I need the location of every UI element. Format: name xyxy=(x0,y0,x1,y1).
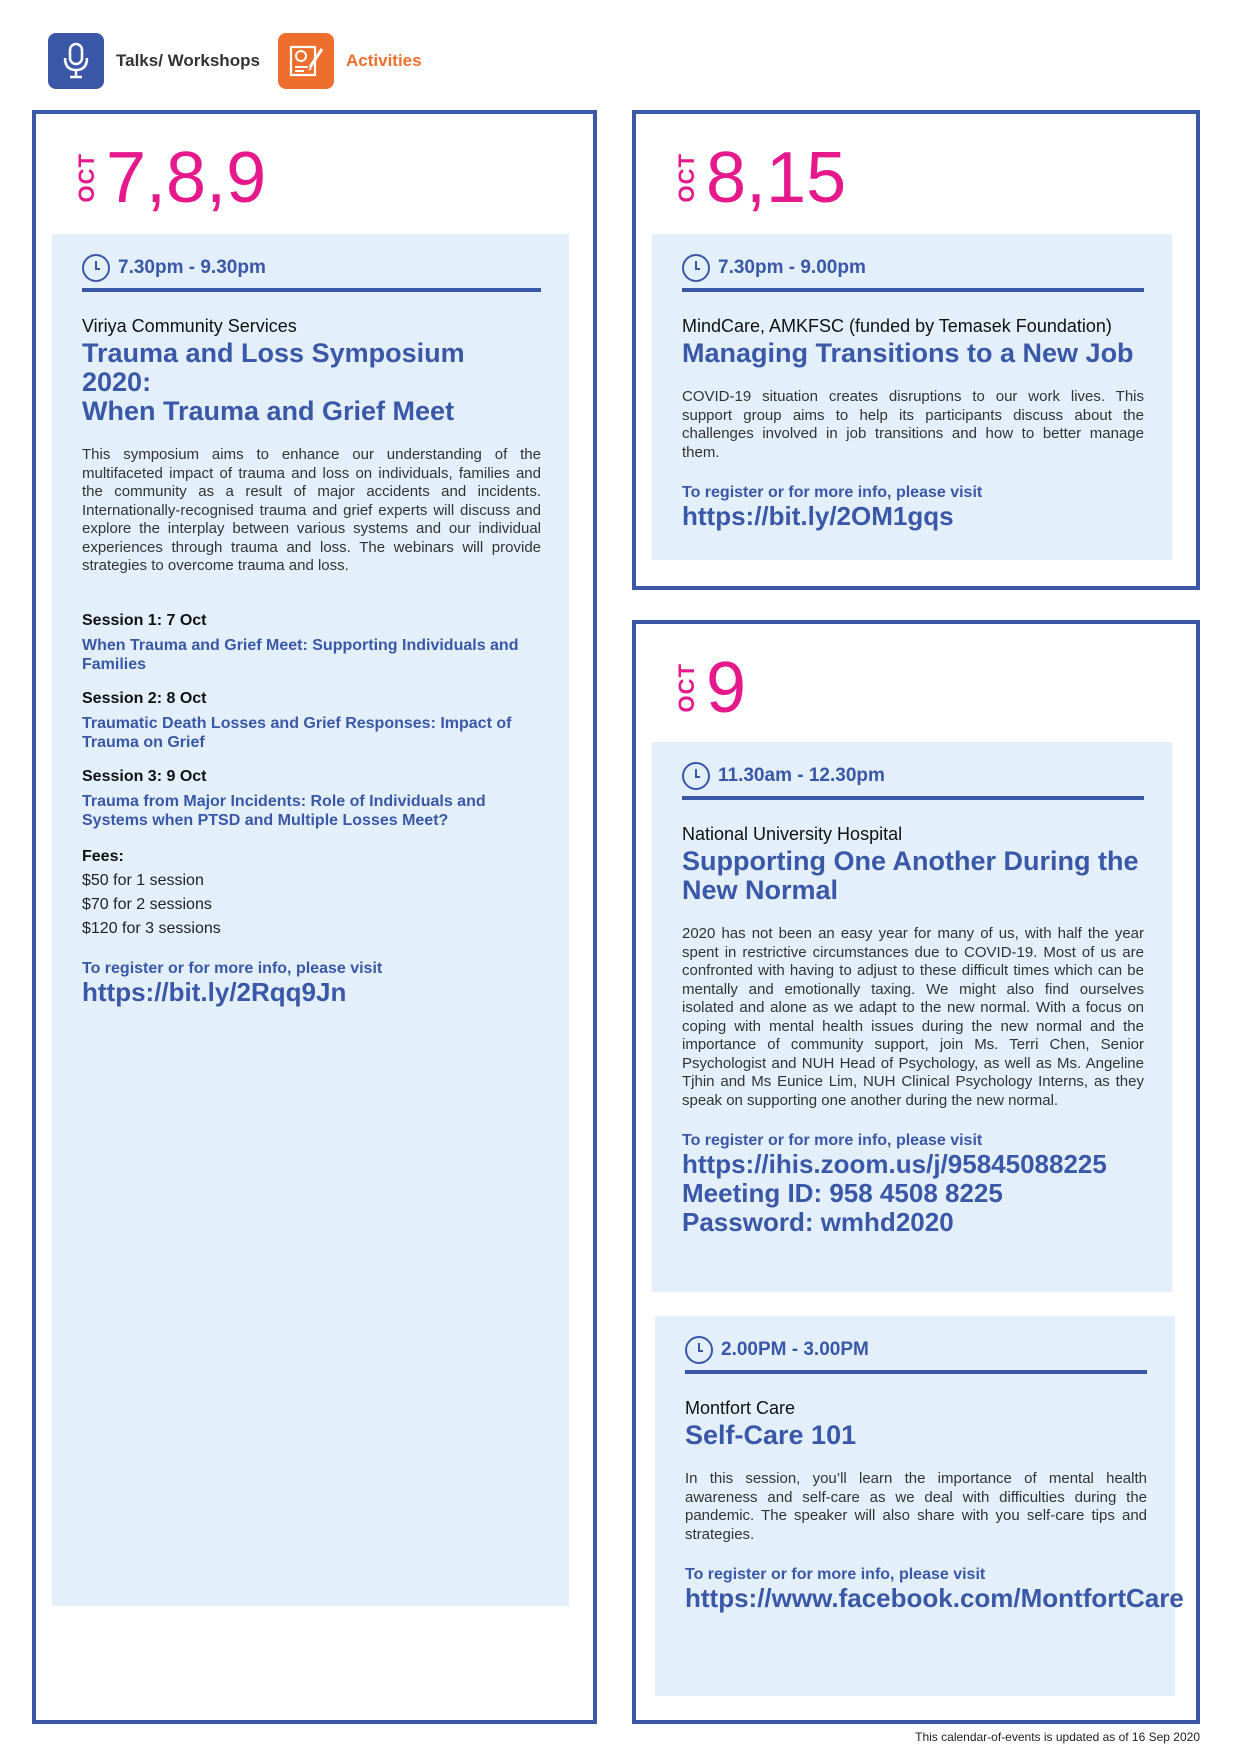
event-month: OCT xyxy=(674,663,699,713)
event-title xyxy=(682,847,1144,905)
event-title-line-1: Supporting One Another During the xyxy=(682,846,1139,876)
event-days: 7,8,9 xyxy=(106,138,267,218)
event-card-oct-8-15 xyxy=(632,110,1200,590)
event-title: Self-Care 101 xyxy=(685,1420,857,1450)
legend-talks-label: Talks/ Workshops xyxy=(116,51,260,70)
fee-item: $70 for 2 sessions xyxy=(82,895,212,913)
time-row xyxy=(682,254,1144,292)
event-organizer: Viriya Community Services xyxy=(82,316,297,336)
meeting-id: Meeting ID: 958 4508 8225 xyxy=(682,1178,1003,1208)
clock-icon xyxy=(682,762,710,790)
session-1-title: When Trauma and Grief Meet: Supporting Individuals and Families xyxy=(82,636,519,673)
register-label: To register or for more info, please visit xyxy=(682,1132,983,1149)
time-row xyxy=(682,762,1144,800)
fees-heading: Fees: xyxy=(82,847,124,865)
event-month: OCT xyxy=(674,153,699,203)
event-title-line-2: When Trauma and Grief Meet xyxy=(82,396,455,426)
session-2-title: Traumatic Death Losses and Grief Responses: Impact of Trauma on Grief xyxy=(82,714,512,751)
event-description: This symposium aims to enhance our understanding of the multifaceted impact of trauma and loss on individuals, families and the community as a result of major accidents and incidents. Internationally-recognised trauma and grief experts will discuss and explore the interplay between various systems and our individual experiences through trauma and loss. The webinars will provide strategies to overcome trauma and loss. xyxy=(82,446,541,574)
fee-item: $120 for 3 sessions xyxy=(82,919,221,937)
register-label: To register or for more info, please visit xyxy=(82,959,383,977)
time-row xyxy=(82,254,541,292)
register-label: To register or for more info, please visit xyxy=(685,1566,986,1583)
microphone-icon xyxy=(48,33,104,89)
event-days: 9 xyxy=(706,648,747,728)
update-note: This calendar-of-events is updated as of 16 Sep 2020 xyxy=(915,1730,1200,1744)
event-title-line-1: Trauma and Loss Symposium 2020: xyxy=(82,338,465,397)
event-time: 7.30pm - 9.30pm xyxy=(118,257,266,278)
session-3-title: Trauma from Major Incidents: Role of Individuals and Systems when PTSD and Multiple Losses Meet? xyxy=(82,792,486,829)
event-date xyxy=(674,138,847,218)
session-3-heading: Session 3: 9 Oct xyxy=(82,767,207,785)
event-title-line-2: New Normal xyxy=(682,875,839,905)
event-description: 2020 has not been an easy year for many of us, with half the year spent in restrictive circumstances due to COVID-19. Most of us are confronted with having to adjust to these difficult times which can be mentally and emotionally taxing. We might also find ourselves isolated and alone as we adapt to the new normal. With a focus on coping with mental health issues during the new normal and the importance of community support, join Ms. Terri Chen, Senior Psychologist and NUH Head of Psychology, as well as Ms. Angeline Tjhin and Ms Eunice Lim, NUH Clinical Psychology Interns, as they speak on supporting one another during the new normal. xyxy=(682,925,1144,1109)
fee-item: $50 for 1 session xyxy=(82,871,204,889)
event-description: In this session, you’ll learn the importance of mental health awareness and self-care as we deal with difficulties during the pandemic. The speaker will also share with you self-care tips and strategies. xyxy=(685,1470,1147,1543)
register-link[interactable]: https://bit.ly/2OM1gqs xyxy=(682,501,954,531)
event-panel-montfort xyxy=(655,1316,1184,1696)
event-time: 7.30pm - 9.00pm xyxy=(718,257,866,278)
event-panel xyxy=(52,234,569,1606)
event-days: 8,15 xyxy=(706,138,847,218)
legend-talks xyxy=(48,32,260,90)
register-link[interactable]: https://ihis.zoom.us/j/95845088225 xyxy=(682,1149,1107,1179)
event-title xyxy=(82,339,541,426)
event-panel xyxy=(652,234,1172,560)
session-1-heading: Session 1: 7 Oct xyxy=(82,611,207,629)
event-month: OCT xyxy=(74,153,99,203)
clock-icon xyxy=(682,254,710,282)
event-organizer: National University Hospital xyxy=(682,824,903,844)
clock-icon xyxy=(685,1336,713,1364)
event-card-oct-9 xyxy=(632,620,1200,1724)
legend-activities-label: Activities xyxy=(346,51,422,70)
session-2-heading: Session 2: 8 Oct xyxy=(82,689,207,707)
legend-activities xyxy=(278,32,422,90)
event-panel-nuh xyxy=(652,742,1172,1292)
register-label: To register or for more info, please visit xyxy=(682,484,983,501)
time-row xyxy=(685,1336,1147,1374)
event-time: 11.30am - 12.30pm xyxy=(718,765,885,786)
meeting-password: Password: wmhd2020 xyxy=(682,1207,954,1237)
register-link[interactable]: https://bit.ly/2Rqq9Jn xyxy=(82,976,347,1007)
register-link[interactable]: https://www.facebook.com/MontfortCare xyxy=(685,1583,1184,1613)
event-organizer: Montfort Care xyxy=(685,1398,796,1418)
event-title: Managing Transitions to a New Job xyxy=(682,338,1134,368)
event-date xyxy=(74,138,267,218)
event-description: COVID-19 situation creates disruptions to our work lives. This support group aims to help its participants discuss about the challenges involved in job transitions and how to better manage them. xyxy=(682,388,1144,461)
clock-icon xyxy=(82,254,110,282)
event-card-oct-7-8-9 xyxy=(32,110,597,1724)
activities-icon xyxy=(278,33,334,89)
event-organizer: MindCare, AMKFSC (funded by Temasek Foundation) xyxy=(682,316,1112,336)
event-date xyxy=(674,648,747,728)
event-time: 2.00PM - 3.00PM xyxy=(721,1339,869,1360)
